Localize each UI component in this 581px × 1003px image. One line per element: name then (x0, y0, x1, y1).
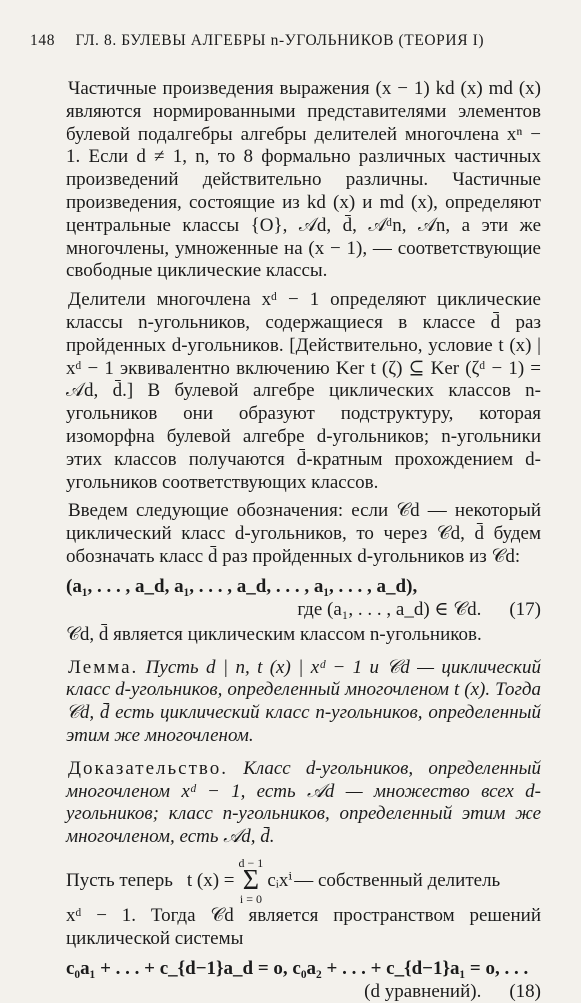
equation-17-number: (17) (509, 598, 541, 620)
running-title: ГЛ. 8. БУЛЕВЫ АЛГЕБРЫ n-УГОЛЬНИКОВ (ТЕОРИЯ I) (75, 32, 485, 49)
lemma-label: Лемма. (68, 656, 139, 678)
equation-17-line-2 (66, 598, 541, 621)
paragraph-partial-products: Частичные произведения выражения (x − 1) kd (x) md (x) являются нормированными представителями элементов булевой подалгебры алгебры делителей многочлена xⁿ − 1. Если d ≠ 1, n, то 8 формально различных частичных произведений действительно различны. Частичные произведения, состоящие из kd (x) и md (x), определяют центральные классы {O}, 𝒜d, d̄, 𝒜ᵈn, 𝒜n, а эти же многочлены, умноженные на (x − 1), — соответствующие свободные циклические классы. (66, 78, 541, 282)
equation-18 (66, 957, 541, 1003)
sum-description: — собственный делитель (294, 869, 501, 891)
equation-18-count: (d уравнений). (364, 980, 482, 1002)
equation-18-system: c₀a₁ + . . . + c_{d−1}a_d = o, c₀a₂ + . . . + c_{d−1}a₁ = o, . . . (66, 957, 529, 979)
sigma-sign: Σ (242, 864, 260, 896)
equation-17-condition: где (a₁, . . . , a_d) ∈ 𝒞d. (297, 598, 482, 620)
page-body (66, 78, 541, 1003)
paragraph-solution-space: xᵈ − 1. Тогда 𝒞d является пространством решений циклической системы (66, 904, 541, 949)
equation-18-number: (18) (509, 980, 541, 1002)
sum-lhs: t (x) = (186, 869, 235, 891)
page-header (30, 32, 530, 50)
sum-lower-limit: i = 0 (239, 891, 262, 906)
summation-symbol (239, 857, 264, 905)
paragraph-cyclic-class: 𝒞d, d̄ является циклическим классом n-угольников. (66, 623, 482, 645)
paragraph-divisors: Делители многочлена xᵈ − 1 определяют циклические классы n-угольников, содержащиеся в классе d̄ раз пройденных d-угольников. [Действительно, условие t (x) | xᵈ − 1 эквивалентно включению Ker t (ζ) ⊆ Ker (ζᵈ − 1) = 𝒜d, d̄.] В булевой алгебре циклических классов n-угольников они образуют подструктуру, которая изоморфна булевой алгебре d-угольников; n-угольники этих классов получаются d̄-кратным прохождением d-угольников соответствующих классов. (66, 289, 541, 493)
proof-label: Доказательство. (68, 757, 228, 779)
lemma-text: Пусть d | n, t (x) | xᵈ − 1 и 𝒞d — циклический класс d-угольников, определенный многочленом t (x). Тогда 𝒞d, d̄ есть циклический класс n-угольников, определенный этим же многочленом. (66, 656, 542, 746)
equation-17-tuple: (a₁, . . . , a_d, a₁, . . . , a_d, . . . , a₁, . . . , a_d), (66, 575, 418, 597)
proof-text: Класс d-угольников, определенный многочленом xᵈ − 1, есть 𝒜d — множество всех d-угольников; класс n-угольников, определенный этим же многочленом, есть 𝒜d, d̄. (66, 757, 541, 848)
equation-17 (66, 575, 541, 621)
sum-intro: Пусть теперь (66, 869, 173, 891)
equation-17-line-1 (66, 575, 541, 598)
sum-upper-limit: d − 1 (238, 855, 264, 870)
lemma (66, 657, 541, 748)
sum-term: cᵢxⁱ (267, 870, 293, 892)
equation-18-line-1 (66, 957, 541, 980)
page-number: 148 (30, 32, 56, 49)
sum-formula-line (66, 857, 541, 905)
equation-18-line-2 (66, 980, 541, 1003)
paragraph-notation: Введем следующие обозначения: если 𝒞d — некоторый циклический класс d-угольников, то через 𝒞d, d̄ будем обозначать класс d̄ раз пройденных d-угольников из 𝒞d: (66, 500, 541, 567)
proof (66, 758, 541, 849)
